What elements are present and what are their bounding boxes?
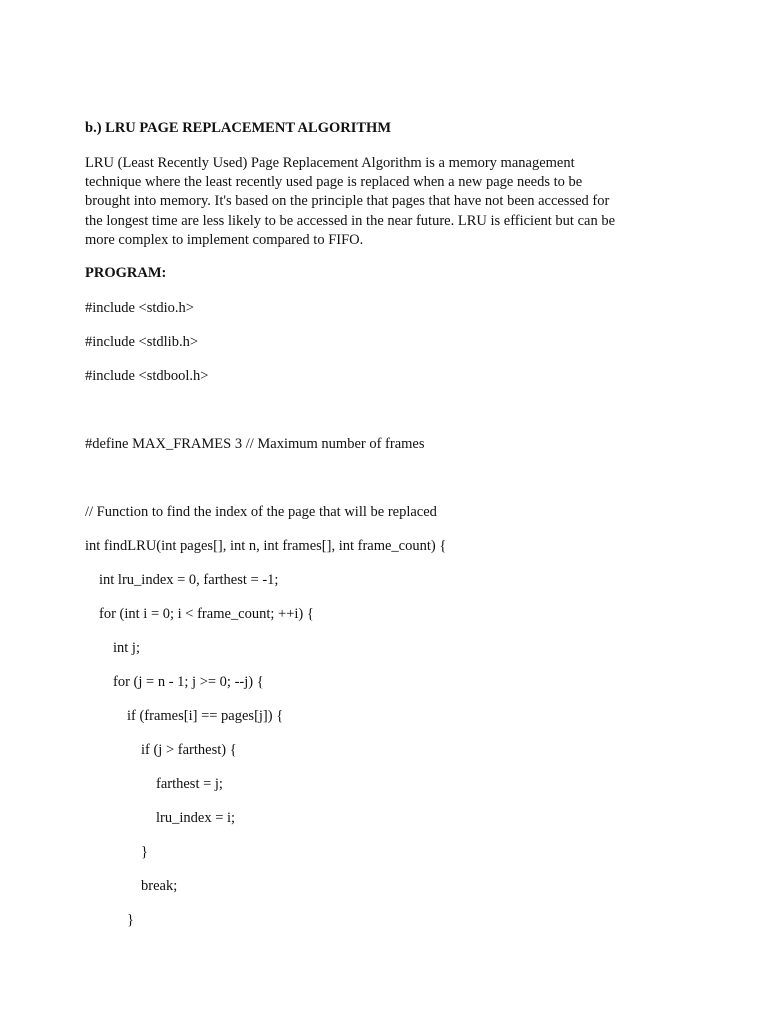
code-line-assign-farthest: farthest = j; <box>156 776 223 792</box>
code-line-if-farthest: if (j > farthest) { <box>141 742 237 758</box>
code-line-declare-j: int j; <box>113 640 140 656</box>
paragraph-line: technique where the least recently used page is replaced when a new page needs to be <box>85 174 583 191</box>
paragraph-line: LRU (Least Recently Used) Page Replacement Algorithm is a memory management <box>85 155 575 171</box>
section-heading: b.) LRU PAGE REPLACEMENT ALGORITHM <box>85 120 392 136</box>
code-line-assign-lru-index: lru_index = i; <box>156 810 236 826</box>
code-line-outer-for: for (int i = 0; i < frame_count; ++i) { <box>99 606 314 622</box>
code-line-include-stdio: #include <stdio.h> <box>85 300 194 316</box>
code-line-declare-lru-index: int lru_index = 0, farthest = -1; <box>99 572 279 588</box>
code-line-if-match: if (frames[i] == pages[j]) { <box>127 708 284 724</box>
code-line-inner-for: for (j = n - 1; j >= 0; --j) { <box>113 674 264 690</box>
code-line-include-stdbool: #include <stdbool.h> <box>85 368 209 384</box>
paragraph-line: the longest time are less likely to be accessed in the near future. LRU is efficient but can be <box>85 212 616 229</box>
code-line-close-if-match: } <box>127 912 134 928</box>
code-line-define-max-frames: #define MAX_FRAMES 3 // Maximum number of frames <box>85 436 425 452</box>
code-line-include-stdlib: #include <stdlib.h> <box>85 334 199 350</box>
code-line-break: break; <box>141 878 178 894</box>
paragraph-line: more complex to implement compared to FIFO. <box>85 231 364 248</box>
code-line-close-if-farthest: } <box>141 844 148 860</box>
intro-paragraph <box>85 154 625 250</box>
paragraph-line: brought into memory. It's based on the principle that pages that have not been accessed for <box>85 193 610 210</box>
code-line-function-signature: int findLRU(int pages[], int n, int frames[], int frame_count) { <box>85 538 447 554</box>
program-label: PROGRAM: <box>85 265 167 281</box>
code-line-comment: // Function to find the index of the page that will be replaced <box>85 504 437 520</box>
